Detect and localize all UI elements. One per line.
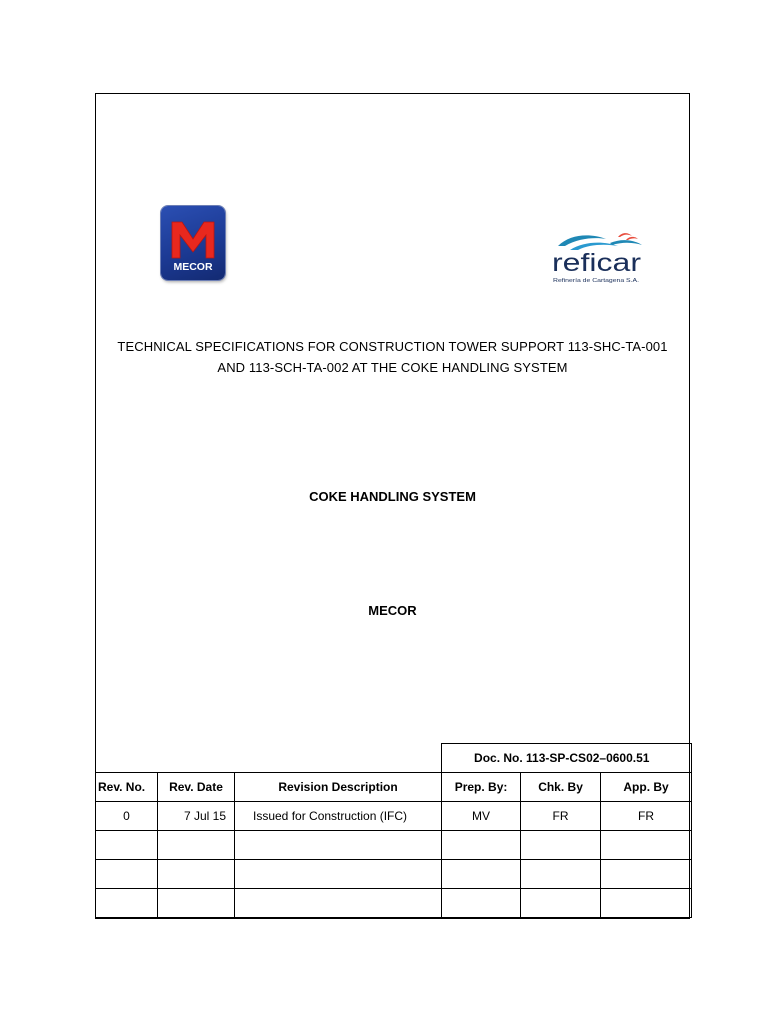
mecor-logo (161, 206, 225, 280)
cell-description (235, 889, 442, 918)
cell-app-by: FR (601, 802, 692, 831)
company-label: MECOR (368, 603, 417, 618)
cell-description (235, 831, 442, 860)
revision-table (95, 743, 692, 918)
cell-rev-no (96, 831, 158, 860)
title-line-2: AND 113-SCH-TA-002 AT THE COKE HANDLING SYSTEM (217, 360, 568, 375)
cell-chk-by (521, 860, 601, 889)
cell-rev-date (158, 860, 235, 889)
table-row (96, 860, 692, 889)
cell-description: Issued for Construction (IFC) (235, 802, 442, 831)
title-line-1: TECHNICAL SPECIFICATIONS FOR CONSTRUCTION TOWER SUPPORT 113-SHC-TA-001 (117, 339, 668, 354)
header-prep-by: Prep. By: (442, 773, 521, 802)
cell-rev-date (158, 889, 235, 918)
header-description: Revision Description (235, 773, 442, 802)
cell-chk-by: FR (521, 802, 601, 831)
cell-chk-by (521, 831, 601, 860)
system-label: COKE HANDLING SYSTEM (309, 489, 476, 504)
mecor-logo-text: MECOR (173, 261, 213, 273)
header-chk-by: Chk. By (521, 773, 601, 802)
table-header-row (96, 773, 692, 802)
cell-prep-by: MV (442, 802, 521, 831)
cell-rev-no: 0 (96, 802, 158, 831)
cell-rev-no (96, 889, 158, 918)
cell-app-by (601, 889, 692, 918)
cell-app-by (601, 860, 692, 889)
doc-number: Doc. No. 113-SP-CS02–0600.51 (442, 744, 692, 773)
cell-chk-by (521, 889, 601, 918)
cell-description (235, 860, 442, 889)
cell-app-by (601, 831, 692, 860)
cell-rev-no (96, 860, 158, 889)
cell-rev-date (158, 831, 235, 860)
cell-prep-by (442, 889, 521, 918)
cell-rev-date: 7 Jul 15 (158, 802, 235, 831)
document-title (96, 336, 689, 378)
reficar-logo-text: reficar (552, 249, 641, 277)
table-row (96, 802, 692, 831)
table-row (96, 889, 692, 918)
reficar-tagline: Refinería de Cartagena S.A. (553, 278, 640, 284)
cell-prep-by (442, 831, 521, 860)
doc-number-row (96, 744, 692, 773)
cell-prep-by (442, 860, 521, 889)
blank-cell (96, 744, 442, 773)
header-app-by: App. By (601, 773, 692, 802)
reficar-logo (550, 229, 645, 289)
table-row (96, 831, 692, 860)
header-rev-no: Rev. No. (96, 773, 158, 802)
header-rev-date: Rev. Date (158, 773, 235, 802)
